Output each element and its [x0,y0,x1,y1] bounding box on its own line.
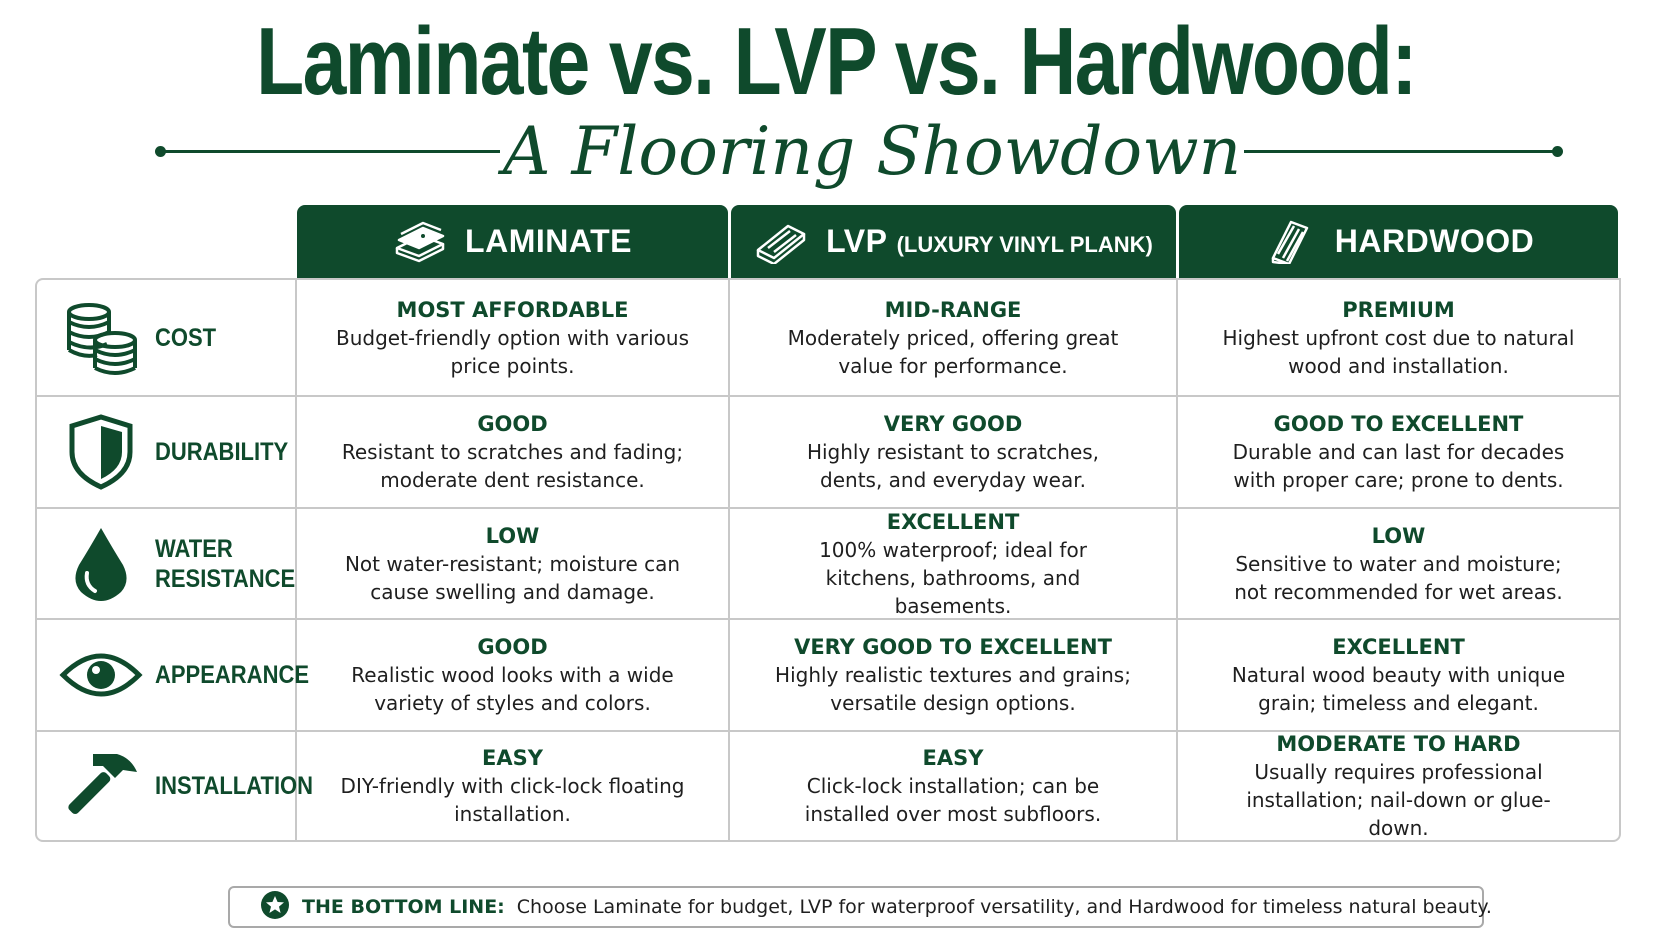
page-title: Laminate vs. LVP vs. Hardwood: [256,8,1416,115]
row-title-line-1: WATER [155,534,233,563]
table-header-row [297,205,1621,278]
rating-text: VERY GOOD TO EXCELLENT [794,635,1112,659]
table-row-durability [37,397,1619,509]
column-label-laminate: LAMINATE [465,223,632,259]
coins-icon [51,295,151,381]
description-text: Highly realistic textures and grains; versatile design options. [775,663,1131,715]
row-title-durability: DURABILITY [155,438,289,466]
table-row-cost [37,280,1619,397]
row-label-durability [37,397,297,507]
row-title-appearance: APPEARANCE [155,661,310,689]
bottom-line-banner [228,886,1492,928]
description-text: Sensitive to water and moisture; not recommended for wet areas. [1234,551,1563,604]
rating-text: GOOD [477,412,548,436]
rating-text: LOW [1371,523,1426,548]
row-title-line-2: RESISTANCE [155,564,296,593]
cell-installation-lvp [730,732,1178,840]
divider-line-left [160,150,500,153]
column-header-hardwood [1179,205,1618,278]
description-text: Durable and can last for decades with proper care; prone to dents. [1232,440,1565,492]
rating-text: EASY [482,746,543,770]
table-body [35,278,1621,842]
divider-line-right [1244,150,1560,153]
column-sublabel-lvp: (LUXURY VINYL PLANK) [896,232,1153,257]
row-title-installation: INSTALLATION [155,772,314,800]
subtitle-row [0,112,1672,192]
description-text: Budget-friendly option with various price points. [336,325,689,378]
cell-water-hardwood [1178,509,1619,618]
column-label-hardwood: HARDWOOD [1334,223,1535,259]
column-header-lvp [731,205,1176,278]
cell-durability-hardwood [1178,397,1619,507]
cell-water-laminate [297,509,730,618]
column-label-lvp: LVP [826,223,888,259]
bottom-line-text: Choose Laminate for budget, LVP for waterproof versatility, and Hardwood for timeless natural beauty. [516,896,1492,918]
cell-appearance-laminate [297,620,730,730]
rating-text: EXCELLENT [886,509,1020,534]
description-text: Moderately priced, offering great value for performance. [787,325,1119,378]
rating-text: GOOD TO EXCELLENT [1273,412,1524,436]
description-text: Click-lock installation; can be installed over most subfloors. [804,774,1102,826]
bottom-line-label: THE BOTTOM LINE: [302,896,505,918]
rating-text: MODERATE TO HARD [1276,732,1521,756]
description-text: Realistic wood looks with a wide variety of styles and colors. [351,663,674,715]
row-title-water-resistance [155,534,295,594]
page-subtitle: A Flooring Showdown [502,113,1242,190]
cell-durability-laminate [297,397,730,507]
cell-installation-laminate [297,732,730,840]
eye-icon [51,632,151,718]
rating-text: PREMIUM [1342,297,1455,322]
rating-text: LOW [485,523,540,548]
rating-text: EXCELLENT [1332,635,1465,659]
cell-appearance-lvp [730,620,1178,730]
cell-cost-laminate [297,280,730,395]
row-label-appearance [37,620,310,730]
description-text: Highly resistant to scratches, dents, and everyday wear. [806,440,1100,492]
hammer-icon [51,743,151,829]
cell-durability-lvp [730,397,1178,507]
table-row-water-resistance [37,509,1619,620]
description-text: DIY-friendly with click-lock floating installation. [340,774,685,826]
vinyl-plank-icon [754,220,808,264]
shield-icon [51,409,151,495]
cell-installation-hardwood [1178,732,1619,840]
divider-dot-right [1552,146,1563,157]
description-text: Highest upfront cost due to natural wood and installation. [1222,325,1575,378]
column-header-laminate [297,205,728,278]
table-row-installation [37,732,1619,840]
rating-text: MOST AFFORDABLE [396,297,629,322]
description-text: Not water-resistant; moisture can cause swelling and damage. [344,551,681,604]
description-text: 100% waterproof; ideal for kitchens, bathrooms, and basements. [819,537,1087,618]
row-label-water-resistance [37,509,297,618]
cell-appearance-hardwood [1178,620,1619,730]
cell-water-lvp [730,509,1178,618]
wood-board-icon [1263,220,1317,264]
water-drop-icon [51,521,151,607]
cell-cost-hardwood [1178,280,1619,395]
rating-text: VERY GOOD [883,412,1023,436]
table-row-appearance [37,620,1619,732]
description-text: Resistant to scratches and fading; moderate dent resistance. [341,440,684,492]
stacked-planks-icon [393,220,447,264]
description-text: Usually requires professional installation; nail-down or glue-down. [1246,760,1551,840]
row-label-installation [37,732,314,840]
description-text: Natural wood beauty with unique grain; timeless and elegant. [1231,663,1566,715]
row-title-cost: COST [155,323,217,352]
column-label-lvp-group [826,223,1153,260]
row-label-cost [37,280,297,395]
cell-cost-lvp [730,280,1178,395]
rating-text: MID-RANGE [884,297,1022,322]
rating-text: GOOD [477,635,548,659]
star-badge-icon [260,890,290,924]
rating-text: EASY [922,746,984,770]
